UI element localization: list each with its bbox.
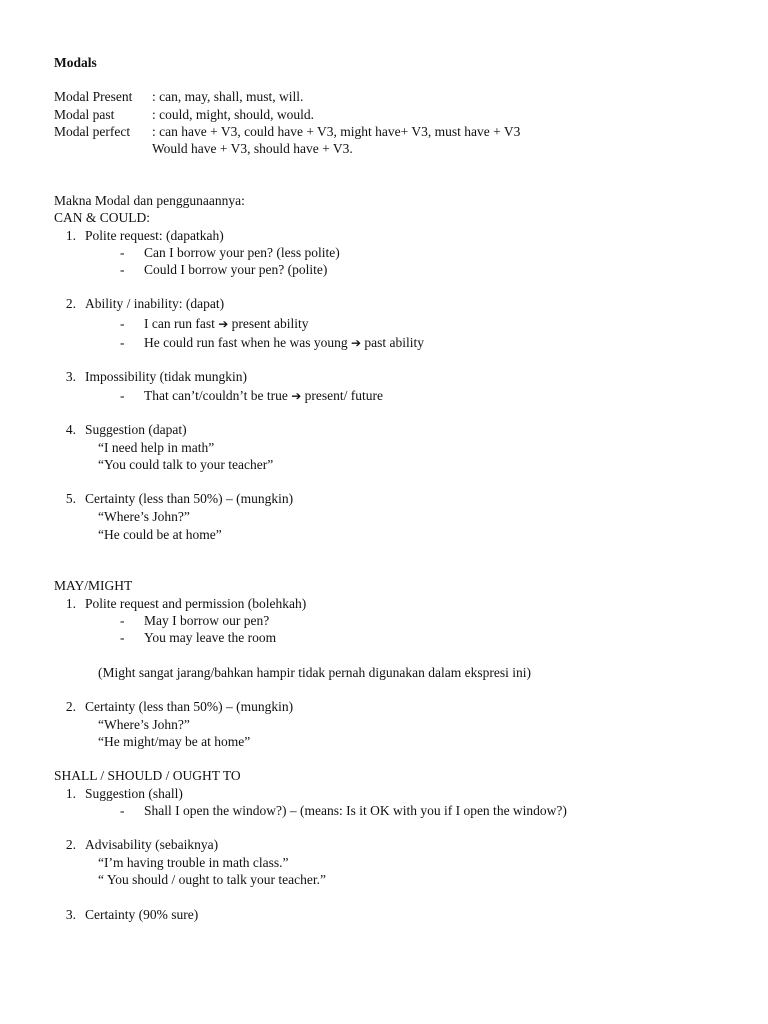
- list-item-label: Polite request and permission (bolehkah): [85, 596, 307, 611]
- arrow-right-icon: ➔: [218, 317, 229, 331]
- modal-perfect-label: Modal perfect: [54, 124, 131, 139]
- list-item-label: Ability / inability: (dapat): [85, 296, 225, 311]
- bullet-item: - Can I borrow your pen? (less polite): [120, 245, 340, 260]
- example-line: “Where’s John?”: [98, 717, 190, 732]
- bullet-item: - Shall I open the window?) – (means: Is it OK with you if I open the window?): [120, 803, 567, 818]
- list-item-label: Certainty (less than 50%) – (mungkin): [85, 491, 294, 506]
- modal-perfect-line: [54, 124, 520, 140]
- example-line: “You could talk to your teacher”: [98, 457, 274, 472]
- list-item-label: Suggestion (shall): [85, 786, 183, 801]
- example-line: “He might/may be at home”: [98, 734, 251, 749]
- modal-past-label: Modal past: [54, 107, 115, 122]
- heading-may-might: MAY/MIGHT: [54, 578, 133, 593]
- modal-present-label: Modal Present: [54, 89, 133, 104]
- list-item-label: Certainty (less than 50%) – (mungkin): [85, 699, 294, 714]
- bullet-item: - May I borrow our pen?: [120, 613, 270, 628]
- example-line: “I need help in math”: [98, 440, 215, 455]
- note-line: (Might sangat jarang/bahkan hampir tidak pernah digunakan dalam ekspresi ini): [98, 665, 531, 680]
- example-line: “I’m having trouble in math class.”: [98, 855, 289, 870]
- list-item: 1. Polite request: (dapatkah): [65, 228, 224, 243]
- modal-perfect-value-continued: Would have + V3, should have + V3.: [152, 141, 353, 156]
- heading-can-could: CAN & COULD:: [54, 210, 151, 225]
- arrow-right-icon: ➔: [291, 389, 302, 403]
- list-item: 3. Certainty (90% sure): [65, 907, 199, 922]
- modal-past-line: [54, 107, 314, 123]
- section-intro: Makna Modal dan penggunaannya:: [54, 193, 245, 208]
- list-item: 1. Polite request and permission (bolehkah): [65, 596, 307, 611]
- example-line: “ You should / ought to talk your teacher.”: [98, 872, 326, 887]
- list-item-label: Certainty (90% sure): [85, 907, 199, 922]
- example-line: “He could be at home”: [98, 527, 222, 542]
- bullet-item: - Could I borrow your pen? (polite): [120, 262, 328, 277]
- list-item: 4. Suggestion (dapat): [65, 422, 187, 437]
- modal-present-value: : can, may, shall, must, will.: [152, 89, 304, 104]
- modal-perfect-value: : can have + V3, could have + V3, might have+ V3, must have + V3: [152, 124, 521, 139]
- example-line: “Where’s John?”: [98, 509, 190, 524]
- modal-present-line: [54, 89, 303, 105]
- bullet-item: - That can’t/couldn’t be true ➔ present/ future: [120, 388, 383, 403]
- document-title: Modals: [54, 55, 97, 70]
- modal-past-value: : could, might, should, would.: [152, 107, 314, 122]
- list-item-label: Suggestion (dapat): [85, 422, 187, 437]
- list-item-label: Impossibility (tidak mungkin): [85, 369, 247, 384]
- list-item-label: Polite request: (dapatkah): [85, 228, 224, 243]
- list-item: 1. Suggestion (shall): [65, 786, 183, 801]
- bullet-item: - I can run fast ➔ present ability: [120, 316, 309, 331]
- arrow-right-icon: ➔: [350, 336, 362, 350]
- list-item: 2. Certainty (less than 50%) – (mungkin): [65, 699, 294, 714]
- list-item: 3. Impossibility (tidak mungkin): [65, 369, 247, 384]
- list-item-label: Advisability (sebaiknya): [85, 837, 219, 852]
- list-item: 5. Certainty (less than 50%) – (mungkin): [65, 491, 294, 506]
- list-item: 2. Ability / inability: (dapat): [65, 296, 225, 311]
- bullet-item: - He could run fast when he was young ➔ past ability: [120, 335, 425, 350]
- heading-shall-should: SHALL / SHOULD / OUGHT TO: [54, 768, 241, 783]
- list-item: 2. Advisability (sebaiknya): [65, 837, 219, 852]
- bullet-item: - You may leave the room: [120, 630, 277, 645]
